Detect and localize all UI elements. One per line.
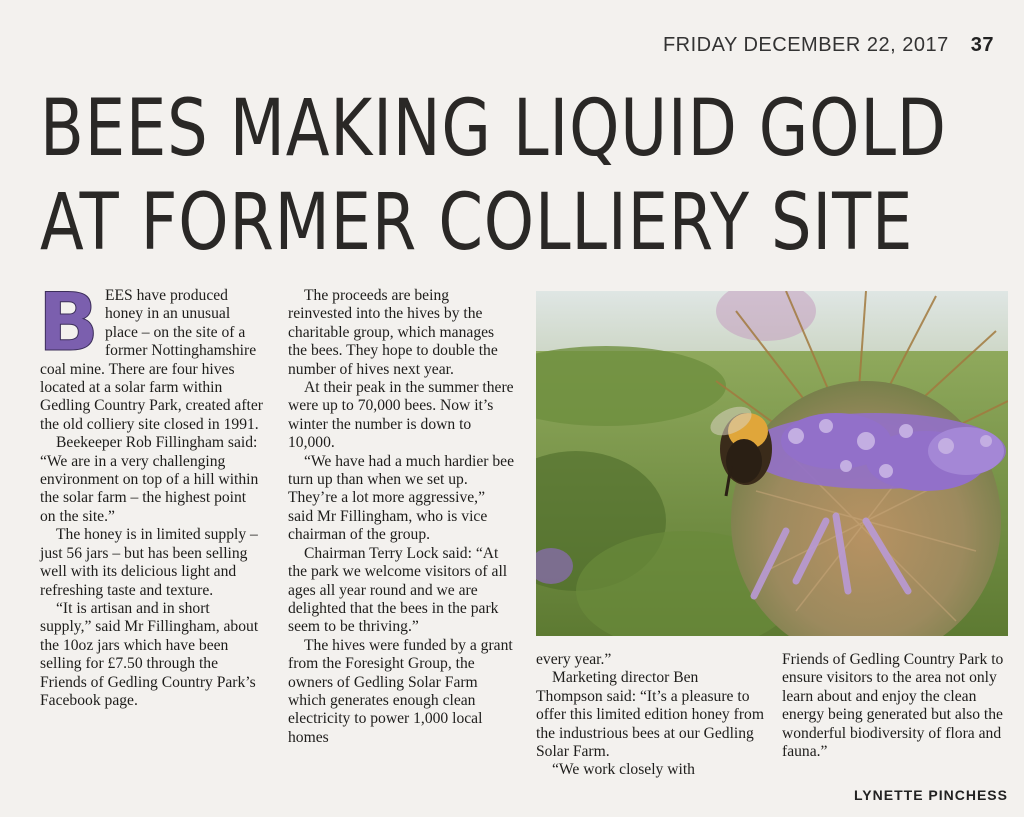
bee-on-teasel-image bbox=[536, 291, 1008, 636]
article-column-4 bbox=[782, 651, 1010, 761]
byline: LYNETTE PINCHESS bbox=[854, 787, 1008, 803]
paragraph: every year.” bbox=[536, 651, 612, 668]
paragraph: The proceeds are being reinvested into the hives by the charitable group, which manages the bees. They hope to double the number of hives next year. bbox=[288, 287, 498, 378]
paragraph: At their peak in the summer there were up to 70,000 bees. Now it’s winter the number is down to 10,000. bbox=[288, 379, 514, 452]
article-column-3 bbox=[536, 651, 764, 780]
paragraph: The honey is in limited supply – just 56 jars – but has been selling well with its delicious light and refreshing taste and texture. bbox=[40, 526, 258, 599]
drop-cap: B bbox=[38, 276, 99, 369]
paragraph: “We have had a much hardier bee turn up than when we set up. They’re a lot more aggressive,” said Mr Fillingham, who is vice chairman of the group. bbox=[288, 452, 515, 544]
page-number: 37 bbox=[970, 34, 994, 56]
dateline bbox=[663, 34, 994, 57]
headline bbox=[40, 82, 947, 270]
paragraph: Friends of Gedling Country Park to ensure visitors to the area not only learn about and enjoy the clean energy being generated but also the wonderful biodiversity of flora and fauna.” bbox=[782, 651, 1004, 761]
bee-photo bbox=[536, 291, 1008, 636]
paragraph: “It is artisan and in short supply,” said Mr Fillingham, about the 10oz jars which have been selling for £7.50 through the Friends of Gedling Country Park’s Facebook page. bbox=[40, 599, 259, 709]
paragraph: “We work closely with bbox=[552, 761, 695, 779]
issue-date: FRIDAY DECEMBER 22, 2017 bbox=[662, 34, 949, 56]
headline-line-2: AT FORMER COLLIERY SITE bbox=[40, 178, 914, 268]
paragraph: Chairman Terry Lock said: “At the park we welcome visitors of all ages all year round and we are delighted that the bees in the park seem to be thriving.” bbox=[288, 544, 508, 636]
article-column-1 bbox=[38, 276, 264, 710]
headline-line-1: BEES MAKING LIQUID GOLD bbox=[40, 84, 947, 174]
paragraph: The hives were funded by a grant from the Foresight Group, the owners of Gedling Solar Farm which generates enough clean electricity to power 1,000 local homes bbox=[288, 636, 513, 746]
paragraph: Beekeeper Rob Fillingham said: “We are in a very challenging environment on top of a hill within the solar farm – the highest point on the site.” bbox=[40, 434, 259, 525]
article-column-2 bbox=[288, 287, 514, 747]
paragraph: BEES have produced honey in an unusual place – on the site of a former Nottinghamshire coal mine. There are four hives located at a solar farm within Gedling Country Park, created after the old colliery site closed in 1991. bbox=[38, 276, 263, 433]
paragraph: Marketing director Ben Thompson said: “It’s a pleasure to offer this limited edition honey from the industrious bees at our Gedling Solar Farm. bbox=[536, 669, 764, 761]
